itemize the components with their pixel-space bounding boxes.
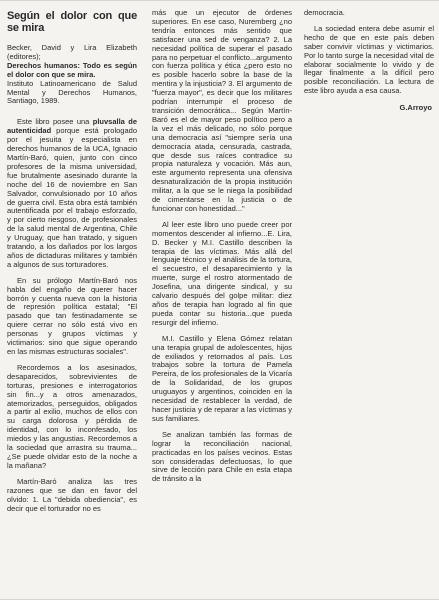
reference-publisher: Instituto Latinoamericano de Salud Mental y Derechos Humanos, Santiago, 1989. <box>7 78 137 106</box>
paragraph: Se analizan también las formas de lograr la reconciliación nacional, practicadas en los países vecinos. Estas son consideradas defectuosas, lo que sirve de lección para Chile en esta etapa de tránsito a la <box>152 429 292 484</box>
paragraph: Recordemos a los asesinados, desaparecidos, sobrevivientes de torturas, presiones e interrogatorios sin fin...y a otros amenazados, atemorizados, perseguidos, obligados a partir al exilio, muchos de ellos con su carga dolorosa y pérdida de identidad, con lo inconfesado, los miedos y las angustias. Recordemos a la sociedad que arrastra su trauma...¿Se puede olvidar esto de la noche a la mañana? <box>7 362 137 470</box>
paragraph: M.I. Castillo y Elena Gómez relatan una terapia grupal de adolescentes, hijos de exiliados y retornados al país. Los trabajos sobre la tortura de Pamela Pereira, de los profesionales de la Vicaría de la Solidaridad, de los grupos uruguayos y argentinos, coinciden en la necesidad de restablecer la verdad, de hacer justicia y de reparar a las víctimas y sus familiares. <box>152 333 292 423</box>
column-3 <box>304 9 434 113</box>
paragraph: democracia. <box>304 9 345 17</box>
paragraph: Este libro posee una pluvsalla de autenticidad porque está prologado por el jesuita y especialista en derechos humanos de la UCA, Ignacio Martín-Baró, quien, junto con cinco profesores de la misma universidad, fue brutalmente asesinado durante la noche del 16 de noviembre en San Salvador, convulsionado por 10 años de guerra civil. Esta obra está también autentificada por el trabajo esforzado, y por cierto riesgoso, de profesionales de la salud mental de Argentina, Chile y Uruguay, que han tratado, y siguen tratando, a los dañados por los largos años de dictaduras militares y también a algunos de sus torturadores. <box>7 117 137 269</box>
book-reference <box>7 44 137 106</box>
emphasis-text: pluvsalla de autenticidad <box>7 117 137 136</box>
author-signature: G.Arroyo <box>399 103 432 113</box>
paragraph: La sociedad entera debe asumir el hecho de que en este país deben saber convivir víctimas y victimarios. Por lo tanto surge la necesidad vital de elaborar socialmente lo vivido y de llegar finalmente a la difícil pero posible reconciliación. La lectura de este libro ayuda a esa causa. <box>304 23 434 96</box>
paragraph: En su prólogo Martín-Baró nos habla del engaño de querer hacer borrón y cuenta nueva con la historia de represión política estatal; "El pasado que tan festinadamente se quiere cerrar no sólo está vivo en personas y grupos víctimas y victimarios: sino que sigue operando en las mismas estructuras sociales". <box>7 275 137 356</box>
reference-authors: Becker, David y Lira Elizabeth (editores); <box>7 43 137 61</box>
paragraph: Al leer este libro uno puede creer por momentos descender al infierno...E. Lira, D. Becker y M.I. Castillo describen la terapia de las víctimas. Más allá del lenguaje técnico y el análisis de la tortura, el secuestro, el desaparecimiento y la muerte, surge el rostro atormentado de Josefina, una dirigente sindical, y su calvario después del golpe militar: diez años de terapia han logrado al fin que pueda contar su historia...que pueda resurgir del infierno. <box>152 219 292 327</box>
paragraph: más que un ejecutor de órdenes superiores. En ese caso, Nuremberg ¿no tendría entonces más sentido que satisfacer una sed de venganza? 2. La necesidad política de superar el pasado para no perpetuar el conflicto...argumento con fuerza política y ética ¿pero esto no es posible hacerlo sobre la base de la mentira y la injusticia? 3. El argumento de "fuerza mayor", es decir que los militares podrían interrumpir el proceso de transición democrática... Según Martín-Baró es el de mayor peso político pero a la vez el más delicado, no sólo porque una democracia así "siempre sería una democracia atada, censurada, castrada, que desde sus raíces contradice su propia naturaleza y vocación. Más aun, este argumento representa una ofensiva desnaturalización de la propia institución militar, a la que se le niega la posibilidad de cimentarse en la justicia o de funcionar con honestidad..." <box>152 9 292 213</box>
column-1 <box>7 9 137 520</box>
reference-book-title: Derechos humanos: Todo es según el dolor con que se mira. <box>7 60 137 79</box>
column-2 <box>152 9 292 491</box>
article-title: Según el dolor con que se mira <box>7 10 137 34</box>
paragraph: Martín-Baró analiza las tres razones que se dan en favor del olvido: 1. La "debida obediencia", es decir que el torturador no es <box>7 476 137 513</box>
